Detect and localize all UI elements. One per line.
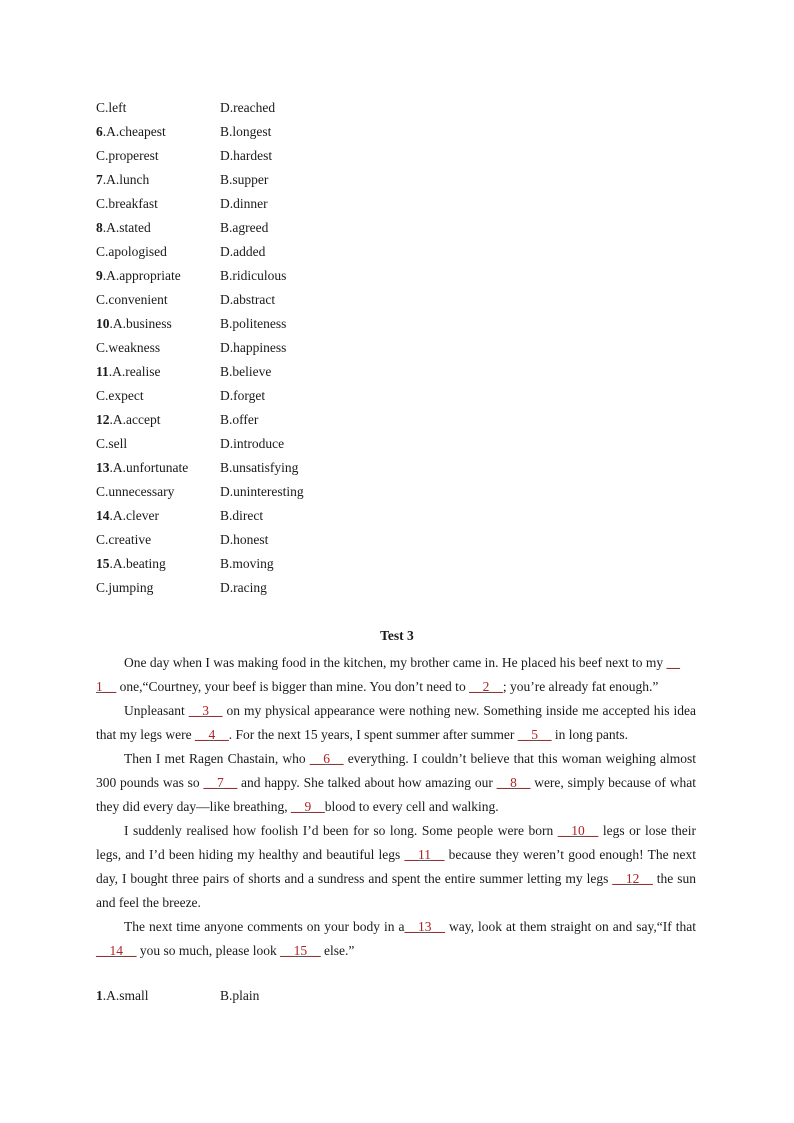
option-left-text: C.apologised [96, 244, 167, 259]
passage-text: the sun and feel the breeze. [96, 871, 696, 910]
option-left-text: C.properest [96, 148, 159, 163]
answer-blank: __14__ [96, 943, 137, 958]
passage-text: one,“Courtney, your beef is bigger than mine. You don’t need to [116, 679, 470, 694]
option-row [96, 339, 396, 363]
passage-paragraph [96, 819, 696, 915]
option-left-text: .A.realise [108, 364, 161, 379]
passage-text: were, simply because of what they did every day—like breathing, [96, 775, 696, 814]
question-number: 8 [96, 220, 103, 235]
option-row [96, 387, 396, 411]
option-right: D.happiness [220, 340, 287, 355]
option-row [96, 411, 396, 435]
answer-blank: __15__ [280, 943, 321, 958]
passage-text: The next time anyone comments on your body in a [124, 919, 405, 934]
answer-blank: __9__ [290, 799, 325, 814]
question-number: 10 [96, 316, 110, 331]
option-left [96, 555, 220, 579]
option-right: D.racing [220, 580, 267, 595]
passage-text: in long pants. [551, 727, 629, 742]
option-left [96, 267, 220, 291]
option-left-text: .A.clever [109, 508, 159, 523]
answer-blank: __5__ [517, 727, 552, 742]
option-right: D.introduce [220, 436, 285, 451]
option-left [96, 483, 220, 507]
question-number: 6 [96, 124, 103, 139]
option-right: D.honest [220, 532, 269, 547]
option-left-text: .A.appropriate [102, 268, 181, 283]
option-right: B.moving [220, 556, 274, 571]
option-right: D.forget [220, 388, 266, 403]
question-number: 9 [96, 268, 103, 283]
option-row [96, 267, 396, 291]
option-row [96, 219, 396, 243]
passage-text: . For the next 15 years, I spent summer after summer [228, 727, 518, 742]
option-row [96, 483, 396, 507]
option-left-text: C.convenient [96, 292, 168, 307]
passage-text: Unpleasant [124, 703, 189, 718]
option-row [96, 507, 396, 531]
answer-blank: __13__ [404, 919, 445, 934]
passage-text: ; you’re already fat enough.” [502, 679, 659, 694]
option-right: B.agreed [220, 220, 269, 235]
option-row [96, 99, 396, 123]
option-right: B.ridiculous [220, 268, 287, 283]
test-title: Test 3 [380, 628, 414, 643]
option-left-text: .A.unfortunate [109, 460, 189, 475]
option-row [96, 459, 396, 483]
option-left [96, 315, 220, 339]
option-left [96, 411, 220, 435]
answer-blank: __11__ [404, 847, 445, 862]
option-row [96, 195, 396, 219]
options-list [96, 99, 396, 603]
option-left-text: .A.lunch [102, 172, 150, 187]
option-left [96, 291, 220, 315]
question-1-options [96, 987, 396, 1011]
option-row [96, 579, 396, 603]
option-row [96, 531, 396, 555]
option-left [96, 531, 220, 555]
passage-text: because they weren’t good enough! The next day, I bought three pairs of shorts and a sundress and spent the entire summer letting my legs [96, 847, 697, 886]
option-left-text: .A.accept [109, 412, 161, 427]
passage-paragraph [96, 915, 696, 963]
passage-text: everything. I couldn’t believe that this woman weighing almost 300 pounds was so [96, 751, 696, 790]
option-left-text: .A.beating [109, 556, 166, 571]
option-right: B.offer [220, 412, 259, 427]
option-right: D.reached [220, 100, 276, 115]
option-right: B.supper [220, 172, 269, 187]
option-left [96, 459, 220, 483]
option-right: D.abstract [220, 292, 276, 307]
answer-blank: __10__ [557, 823, 599, 838]
question-number: 12 [96, 412, 110, 427]
answer-blank: __7__ [203, 775, 238, 790]
option-left-text: C.expect [96, 388, 144, 403]
option-left-text: C.weakness [96, 340, 161, 355]
option-left [96, 147, 220, 171]
option-b: B.plain [220, 988, 260, 1003]
answer-blank: __ 1__ [96, 655, 680, 694]
option-left-text: C.left [96, 100, 127, 115]
option-right: B.longest [220, 124, 272, 139]
option-right: D.uninteresting [220, 484, 304, 499]
option-left [96, 507, 220, 531]
option-row [96, 555, 396, 579]
option-left-text: C.creative [96, 532, 152, 547]
option-right: D.added [220, 244, 266, 259]
option-left [96, 243, 220, 267]
option-left [96, 219, 220, 243]
option-left-text: .A.stated [102, 220, 151, 235]
option-a [96, 987, 220, 1011]
option-row [96, 171, 396, 195]
option-row [96, 435, 396, 459]
cloze-passage [96, 651, 696, 963]
option-right: D.dinner [220, 196, 268, 211]
option-left-text: C.sell [96, 436, 128, 451]
passage-paragraph [96, 747, 696, 819]
option-row [96, 123, 396, 147]
passage-text: Then I met Ragen Chastain, who [124, 751, 310, 766]
option-row [96, 243, 396, 267]
question-number: 1 [96, 988, 103, 1003]
question-number: 13 [96, 460, 110, 475]
answer-blank: __12__ [612, 871, 653, 886]
passage-text: blood to every cell and walking. [324, 799, 499, 814]
option-right: B.believe [220, 364, 272, 379]
option-left-text: C.breakfast [96, 196, 158, 211]
passage-paragraph [96, 699, 696, 747]
passage-text: and happy. She talked about how amazing our [237, 775, 497, 790]
option-right: D.hardest [220, 148, 273, 163]
option-row [96, 147, 396, 171]
option-left [96, 387, 220, 411]
question-number: 11 [96, 364, 109, 379]
passage-text: One day when I was making food in the kitchen, my brother came in. He placed his beef next to my [124, 655, 667, 670]
option-right: B.direct [220, 508, 264, 523]
option-left-text: C.jumping [96, 580, 154, 595]
option-row [96, 315, 396, 339]
option-left-text: .A.cheapest [102, 124, 166, 139]
option-row [96, 291, 396, 315]
option-left [96, 171, 220, 195]
question-number: 15 [96, 556, 110, 571]
question-number: 7 [96, 172, 103, 187]
passage-text: way, look at them straight on and say,“If that [445, 919, 696, 934]
option-right: B.unsatisfying [220, 460, 299, 475]
passage-paragraph [96, 651, 696, 699]
answer-blank: __8__ [496, 775, 531, 790]
answer-blank: __2__ [469, 679, 503, 694]
answer-blank: __4__ [194, 727, 229, 742]
passage-text: I suddenly realised how foolish I’d been for so long. Some people were born [124, 823, 558, 838]
passage-text: you so much, please look [136, 943, 281, 958]
passage-text: legs or lose their legs, and I’d been hiding my healthy and beautiful legs [96, 823, 696, 862]
answer-blank: __6__ [309, 751, 344, 766]
option-left [96, 579, 220, 603]
question-number: 14 [96, 508, 110, 523]
option-left [96, 435, 220, 459]
option-left [96, 99, 220, 123]
option-left [96, 363, 220, 387]
passage-text: else.” [320, 943, 355, 958]
option-row [96, 363, 396, 387]
option-left-text: C.unnecessary [96, 484, 175, 499]
option-left [96, 339, 220, 363]
option-left [96, 123, 220, 147]
answer-blank: __3__ [188, 703, 223, 718]
option-right: B.politeness [220, 316, 287, 331]
passage-text: on my physical appearance were nothing new. Something inside me accepted his idea that my legs were [96, 703, 696, 742]
option-a-text: .A.small [102, 988, 149, 1003]
option-left-text: .A.business [109, 316, 172, 331]
option-left [96, 195, 220, 219]
